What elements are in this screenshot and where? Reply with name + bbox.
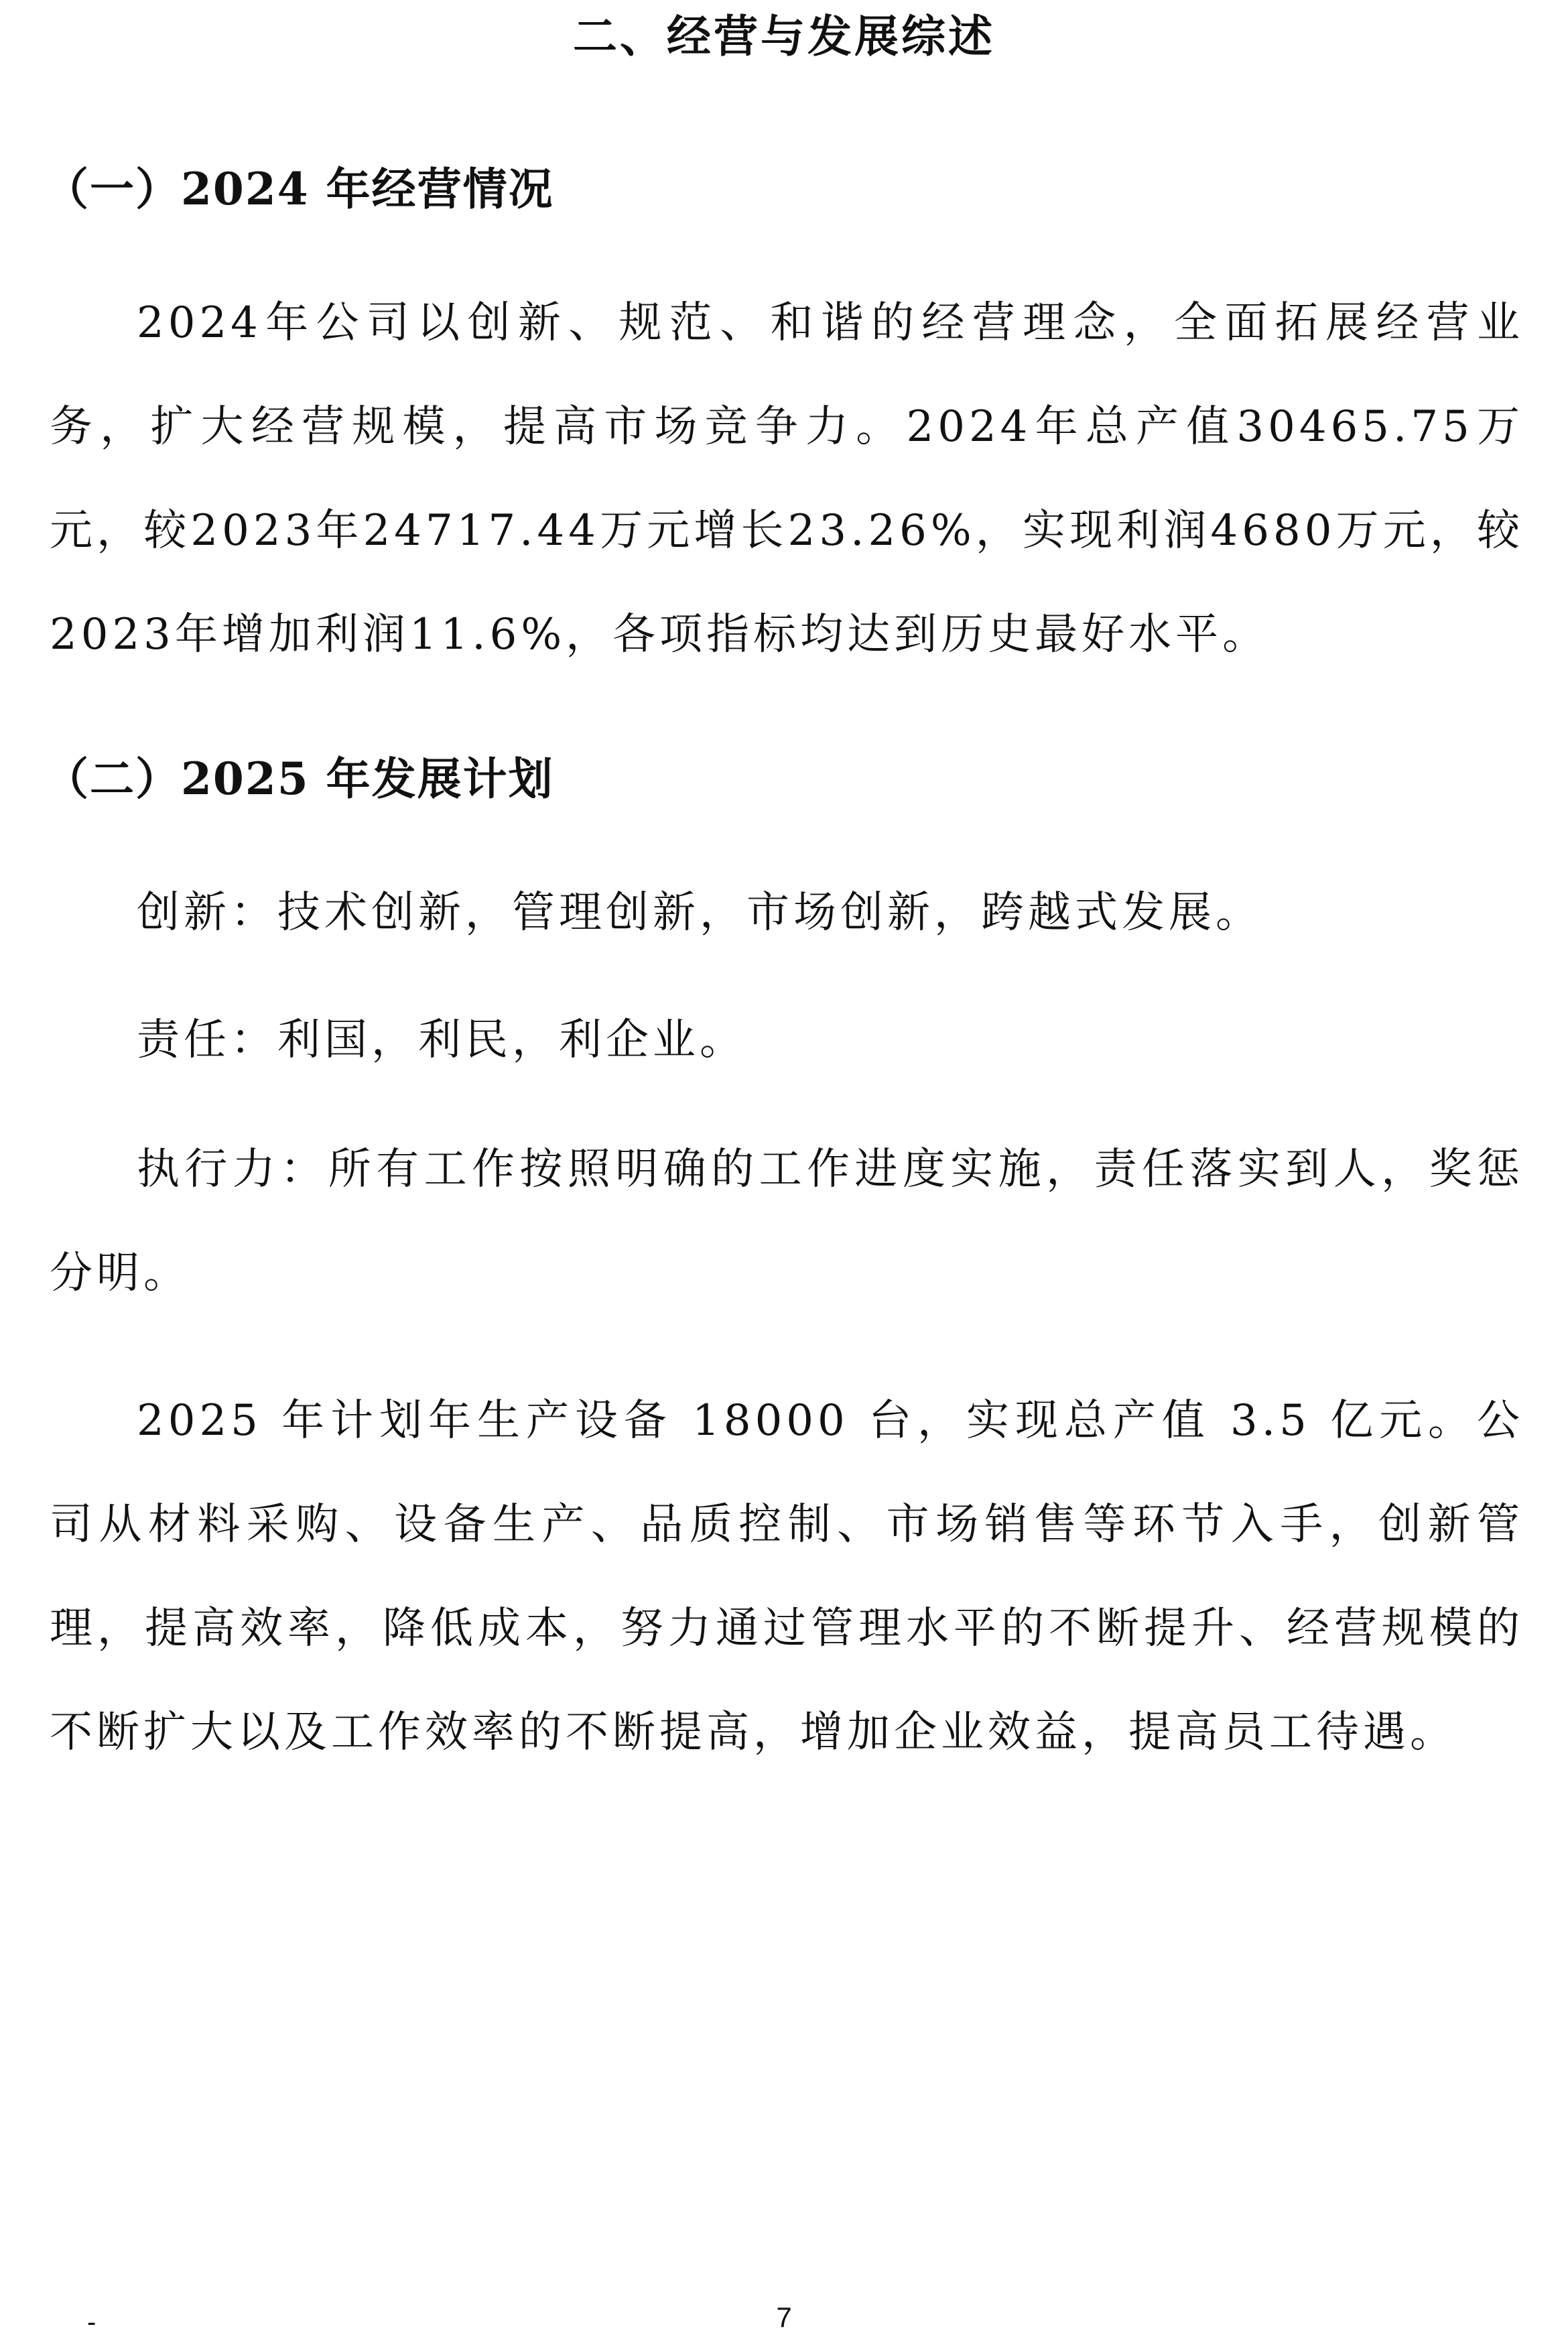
page-number: 7: [776, 2301, 792, 2333]
paragraph-execution: 执行力：所有工作按照明确的工作进度实施，责任落实到人，奖惩分明。: [50, 1145, 1524, 1298]
section-title: 二、经营与发展综述: [573, 10, 995, 62]
footer-mark: -: [87, 2307, 96, 2337]
paragraph-responsibility: 责任：利国，利民，利企业。: [137, 1015, 746, 1065]
paragraph-innovation: 创新：技术创新，管理创新，市场创新，跨越式发展。: [137, 888, 1262, 938]
paragraph-2024-operations: 2024年公司以创新、规范、和谐的经营理念，全面拓展经营业务，扩大经营规模，提高市场竞争力。2024年总产值30465.75万元，较2023年24717.44万元增长23.26%，实现利润4680万元，较2023年增加利润11.6%，各项指标均达到历史最好水平。: [50, 298, 1524, 659]
subsection-heading-2025-plan: （二）2025 年发展计划: [44, 753, 554, 805]
paragraph-2025-plan: 2025 年计划年生产设备 18000 台，实现总产值 3.5 亿元。公司从材料采购、设备生产、品质控制、市场销售等环节入手，创新管理，提高效率，降低成本，努力通过管理水平的不断提升、经营规模的不断扩大以及工作效率的不断提高，增加企业效益，提高员工待遇。: [50, 1396, 1524, 1757]
subsection-heading-2024-operations: （一）2024 年经营情况: [44, 163, 554, 215]
